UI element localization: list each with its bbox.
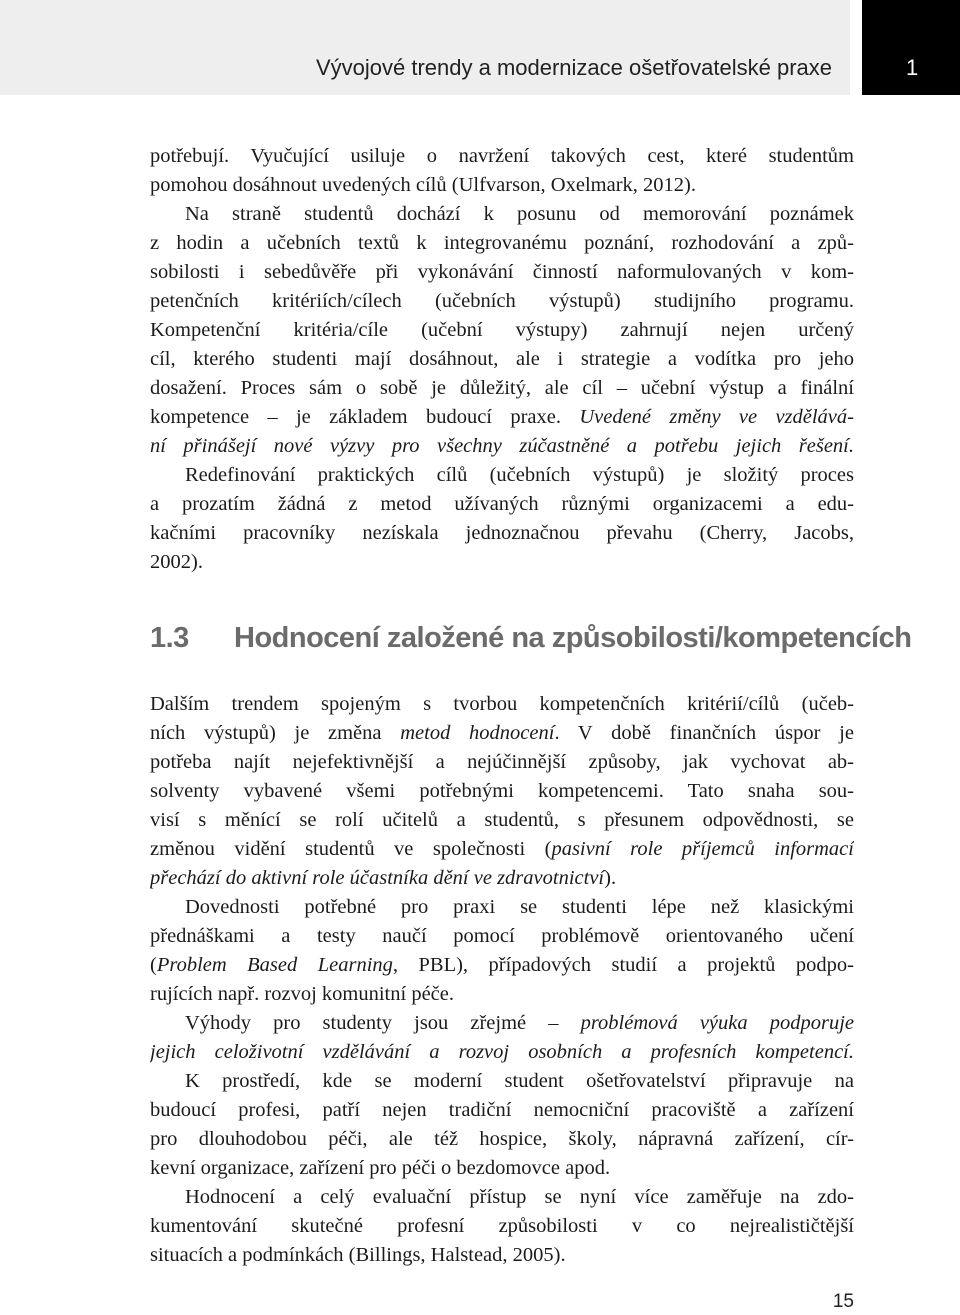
text-line: pro dlouhodobou péči, ale též hospice, školy, nápravná zařízení, cír- — [150, 1128, 854, 1150]
text-line: solventy vybavené všemi potřebnými kompetencemi. Tato snaha sou- — [150, 780, 854, 802]
section-number: 1.3 — [150, 622, 189, 654]
running-header — [0, 0, 850, 95]
text-line: potřeba najít nejefektivnější a nejúčinnější způsoby, jak vychovat ab- — [150, 751, 854, 773]
text-line: petenčních kritériích/cílech (učebních výstupů) studijního programu. — [150, 290, 854, 312]
text-line: dosažení. Proces sám o sobě je důležitý, ale cíl – učební výstup a finální — [150, 377, 854, 399]
text-line: Kompetenční kritéria/cíle (učební výstupy) zahrnují nejen určený — [150, 319, 854, 341]
text-line: kačními pracovníky nezískala jednoznačnou převahu (Cherry, Jacobs, — [150, 522, 854, 544]
text-line: Dovednosti potřebné pro praxi se studenti lépe než klasickými — [185, 896, 854, 918]
text-line: přednáškami a testy naučí pomocí problémově orientovaného učení — [150, 925, 854, 947]
text-line: potřebují. Vyučující usiluje o navržení takových cest, které studentům — [150, 145, 854, 167]
chapter-tab — [862, 0, 960, 95]
section-title: Hodnocení založené na způsobilosti/kompetencích — [234, 622, 912, 654]
text-line: (Problem Based Learning, PBL), případových studií a projektů podpo- — [150, 954, 854, 976]
text-line: rujících např. rozvoj komunitní péče. — [150, 983, 454, 1005]
paragraph-block-1 — [150, 142, 854, 577]
text-line: pomohou dosáhnout uvedených cílů (Ulfvarson, Oxelmark, 2012). — [150, 174, 696, 196]
text-line: visí s měnící se rolí učitelů a studentů, s přesunem odpovědnosti, se — [150, 809, 854, 831]
text-line: kompetence – je základem budoucí praxe. Uvedené změny ve vzdělává- — [150, 406, 854, 428]
section-heading — [150, 622, 912, 655]
text-line: ní přinášejí nové výzvy pro všechny zúčastněné a potřebu jejich řešení. — [150, 435, 854, 457]
text-line: K prostředí, kde se moderní student ošetřovatelství připravuje na — [185, 1070, 854, 1092]
paragraph-block-2 — [150, 690, 854, 1270]
text-line: Hodnocení a celý evaluační přístup se nyní více zaměřuje na zdo- — [185, 1186, 854, 1208]
text-line: z hodin a učebních textů k integrovanému poznání, rozhodování a způ- — [150, 232, 854, 254]
running-title: Vývojové trendy a modernizace ošetřovatelské praxe — [315, 55, 832, 80]
text-line: sobilosti i sebedůvěře při vykonávání činností naformulovaných v kom- — [150, 261, 854, 283]
text-line: situacích a podmínkách (Billings, Halstead, 2005). — [150, 1244, 566, 1266]
text-line: cíl, kterého studenti mají dosáhnout, ale i strategie a vodítka pro jeho — [150, 348, 854, 370]
text-line: budoucí profesi, patří nejen tradiční nemocniční pracoviště a zařízení — [150, 1099, 854, 1121]
chapter-number: 1 — [906, 55, 919, 80]
text-line: a prozatím žádná z metod užívaných různými organizacemi a edu- — [150, 493, 854, 515]
text-line: Redefinování praktických cílů (učebních výstupů) je složitý proces — [185, 464, 854, 486]
text-line: kumentování skutečné profesní způsobilosti v co nejrealističtější — [150, 1215, 854, 1237]
text-line: změnou vidění studentů ve společnosti (pasivní role příjemců informací — [150, 838, 854, 860]
text-line: jejich celoživotní vzdělávání a rozvoj osobních a profesních kompetencí. — [150, 1041, 854, 1063]
text-line: 2002). — [150, 551, 203, 573]
text-line: ních výstupů) je změna metod hodnocení. V době finančních úspor je — [150, 722, 854, 744]
text-line: Výhody pro studenty jsou zřejmé – problémová výuka podporuje — [185, 1012, 854, 1034]
page-number: 15 — [832, 1291, 854, 1312]
text-line: Dalším trendem spojeným s tvorbou kompetenčních kritérií/cílů (učeb- — [150, 693, 854, 715]
text-line: kevní organizace, zařízení pro péči o bezdomovce apod. — [150, 1157, 611, 1179]
text-line: přechází do aktivní role účastníka dění ve zdravotnictví). — [150, 867, 617, 889]
text-line: Na straně studentů dochází k posunu od memorování poznámek — [185, 203, 854, 225]
